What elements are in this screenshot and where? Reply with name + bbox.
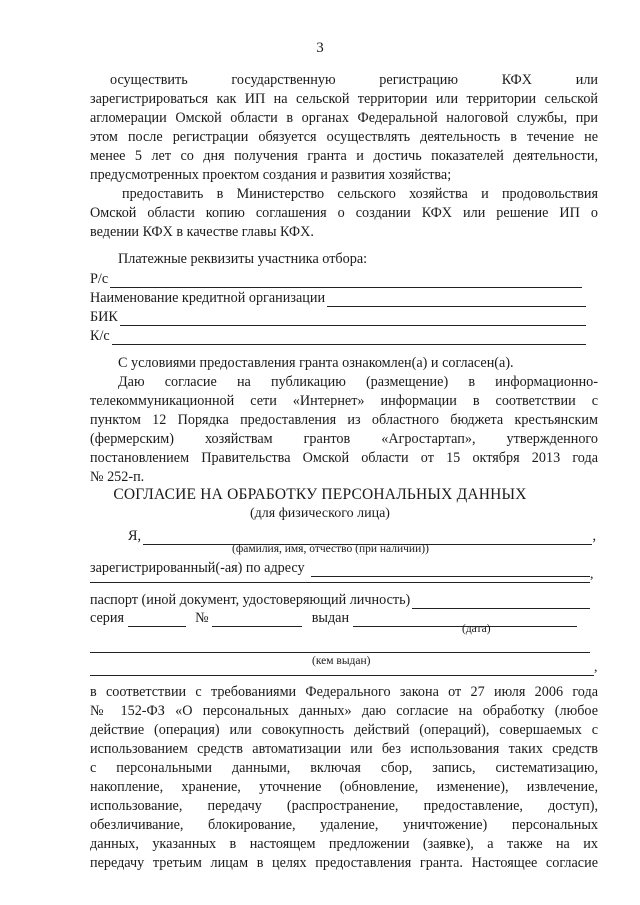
number-field[interactable] bbox=[212, 613, 302, 627]
consent-line-3: пунктом 12 Порядка предоставления из областного бюджета крестьянским bbox=[90, 412, 598, 428]
para1-line-2: зарегистрироваться как ИП на сельской территории или территории сельской bbox=[90, 91, 598, 107]
field-ks[interactable] bbox=[90, 327, 586, 345]
address-line-1[interactable] bbox=[311, 563, 590, 577]
pd-body-line-6: накопление, хранение, уточнение (обновление, изменение), извлечение, bbox=[90, 779, 598, 795]
issued-label: выдан bbox=[311, 610, 350, 626]
para1-line-6: предусмотренных проектом создания и развития хозяйства; bbox=[90, 167, 452, 183]
bik-label: БИК bbox=[90, 309, 118, 325]
pd-body-line-3: действие (операция) или совокупность действий (операций), совершаемых с bbox=[90, 722, 598, 738]
fio-caption: (фамилия, имя, отчество (при наличии)) bbox=[232, 543, 429, 555]
page-number: 3 bbox=[316, 40, 324, 56]
pd-body-line-9: данных, указанных в настоящем предложении (заявке), а также на их bbox=[90, 836, 598, 852]
field-passport[interactable] bbox=[90, 591, 590, 609]
series-label: серия bbox=[90, 610, 124, 626]
address-line-2[interactable] bbox=[90, 582, 590, 583]
consent-line-2: телекоммуникационной сети «Интернет» информации в соответствии с bbox=[90, 393, 598, 409]
i-label: Я, bbox=[128, 528, 142, 544]
date-caption: (дата) bbox=[462, 623, 491, 635]
bik-line[interactable] bbox=[120, 312, 586, 326]
ks-line[interactable] bbox=[112, 331, 586, 345]
issuer-line[interactable] bbox=[90, 652, 590, 653]
bank-label: Наименование кредитной организации bbox=[90, 290, 326, 306]
para1-line-1: осуществить государственную регистрацию КФХ или bbox=[110, 72, 598, 88]
series-field[interactable] bbox=[128, 613, 186, 627]
field-address[interactable] bbox=[90, 559, 590, 577]
para2-line-2: Омской области копию соглашения о создании КФХ или решение ИП о bbox=[90, 205, 598, 221]
rs-label: Р/с bbox=[90, 271, 109, 287]
pd-body-line-10: передачу третьим лицам в целях предоставления гранта. Настоящее согласие bbox=[90, 855, 598, 871]
pd-body-line-4: использованием средств автоматизации или без использования таких средств bbox=[90, 741, 598, 757]
consent-line-1: Даю согласие на публикацию (размещение) в информационно- bbox=[118, 374, 598, 390]
passport-details-row bbox=[90, 609, 590, 627]
issuer-caption: (кем выдан) bbox=[312, 655, 371, 667]
para1-line-4: этом после регистрации обязуется осуществлять деятельность в течение не bbox=[90, 129, 598, 145]
extra-comma: , bbox=[594, 660, 598, 675]
field-bank[interactable] bbox=[90, 289, 586, 307]
passport-label: паспорт (иной документ, удостоверяющий личность) bbox=[90, 592, 411, 608]
rs-line[interactable] bbox=[110, 274, 582, 288]
consent-line-5: постановлением Правительства Омской области от 15 октября 2013 года bbox=[90, 450, 598, 466]
field-rs[interactable] bbox=[90, 270, 582, 288]
registered-label: зарегистрированный(-ая) по адресу bbox=[90, 560, 305, 576]
passport-line[interactable] bbox=[412, 595, 590, 609]
pd-body-line-8: обезличивание, блокирование, удаление, уничтожение) персональных bbox=[90, 817, 598, 833]
pd-body-line-5: с персональными данными, включая сбор, запись, систематизацию, bbox=[90, 760, 598, 776]
pd-subtitle: (для физического лица) bbox=[250, 506, 390, 521]
address-comma: , bbox=[590, 567, 594, 582]
para2-line-3: ведении КФХ в качестве главы КФХ. bbox=[90, 224, 314, 240]
number-label: № bbox=[195, 610, 209, 626]
pd-body-line-2: № 152-ФЗ «О персональных данных» даю согласие на обработку (любое bbox=[90, 703, 598, 719]
consent-line-4: (фермерским) хозяйствам грантов «Агростартап», утвержденного bbox=[90, 431, 598, 447]
fio-comma: , bbox=[592, 528, 596, 544]
pd-title: СОГЛАСИЕ НА ОБРАБОТКУ ПЕРСОНАЛЬНЫХ ДАННЫХ bbox=[113, 486, 527, 503]
pd-body-line-7: использование, передачу (распространение, предоставление, доступ), bbox=[90, 798, 598, 814]
field-bik[interactable] bbox=[90, 308, 586, 326]
para2-line-1: предоставить в Министерство сельского хозяйства и продовольствия bbox=[122, 186, 598, 202]
payment-heading: Платежные реквизиты участника отбора: bbox=[118, 251, 368, 267]
consent-line-6: № 252-п. bbox=[90, 469, 145, 485]
consent-ack: С условиями предоставления гранта ознакомлен(а) и согласен(а). bbox=[118, 355, 514, 371]
pd-body-line-1: в соответствии с требованиями Федерального закона от 27 июля 2006 года bbox=[90, 684, 598, 700]
para1-line-5: менее 5 лет со дня получения гранта и достичь показателей деятельности, bbox=[90, 148, 598, 164]
para1-line-3: агломерации Омской области в органах Федеральной налоговой службы, при bbox=[90, 110, 598, 126]
ks-label: К/с bbox=[90, 328, 110, 344]
extra-line[interactable] bbox=[90, 675, 594, 676]
bank-line[interactable] bbox=[327, 293, 586, 307]
